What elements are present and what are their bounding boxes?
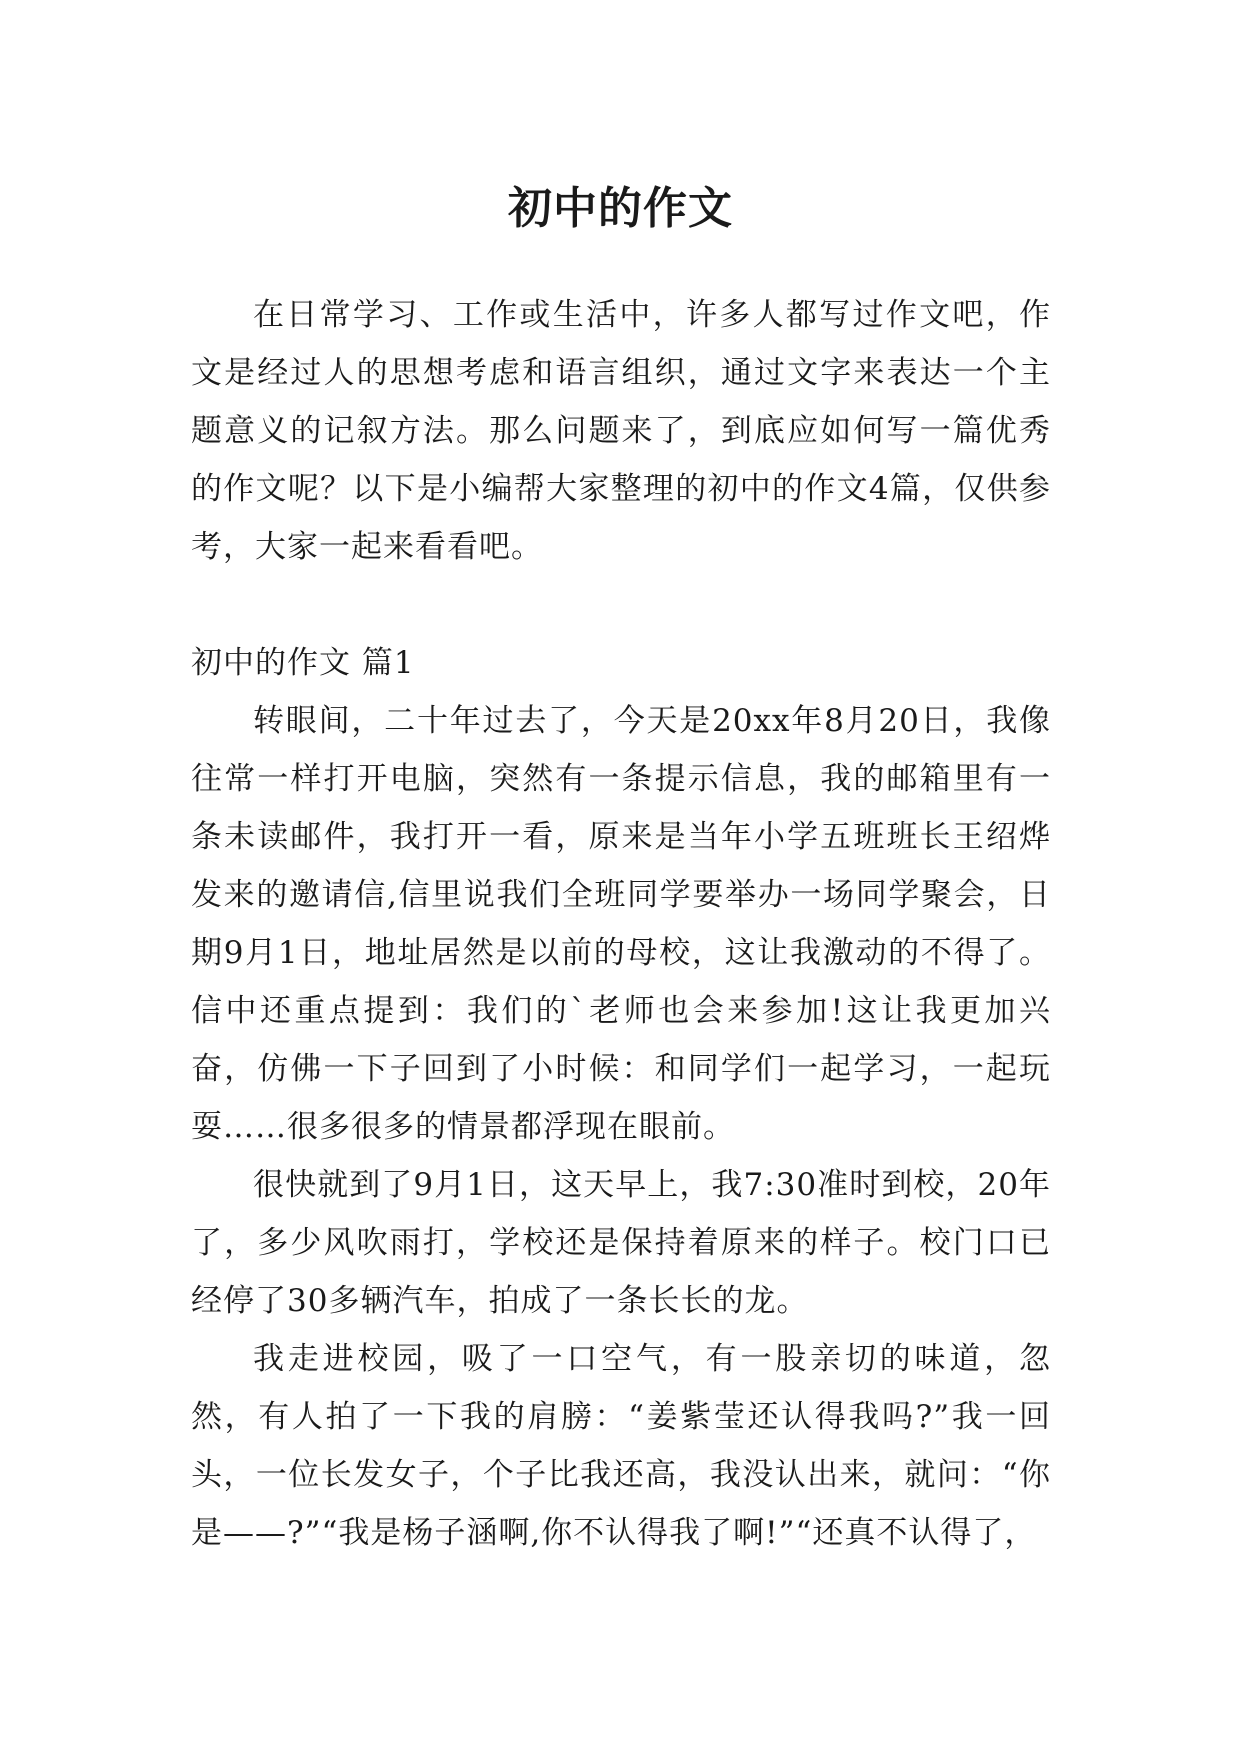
body-paragraph-3: 我走进校园，吸了一口空气，有一股亲切的味道，忽然，有人拍了一下我的肩膀：“姜紫莹还认得我吗?”我一回头，一位长发女子，个子比我还高，我没认出来，就问：“你是——?”“我是杨子涵啊,你不认得我了啊!”“还真不认得了， [191, 1341, 1051, 1551]
document-title: 初中的作文 [508, 183, 733, 235]
body-paragraph-1: 转眼间，二十年过去了，今天是20xx年8月20日，我像往常一样打开电脑，突然有一条提示信息，我的邮箱里有一条未读邮件，我打开一看，原来是当年小学五班班长王绍烨发来的邀请信,信里说我们全班同学要举办一场同学聚会，日期9月1日，地址居然是以前的母校，这让我激动的不得了。信中还重点提到：我们的`老师也会来参加!这让我更加兴奋，仿佛一下子回到了小时候：和同学们一起学习，一起玩耍……很多很多的情景都浮现在眼前。 [191, 703, 1051, 1145]
document-body [191, 286, 1051, 1562]
body-paragraph-2: 很快就到了9月1日，这天早上，我7:30准时到校，20年了，多少风吹雨打，学校还是保持着原来的样子。校门口已经停了30多辆汽车，拍成了一条长长的龙。 [191, 1167, 1051, 1319]
paragraph-spacer [191, 576, 1051, 634]
intro-paragraph: 在日常学习、工作或生活中，许多人都写过作文吧，作文是经过人的思想考虑和语言组织，通过文字来表达一个主题意义的记叙方法。那么问题来了，到底应如何写一篇优秀的作文呢？以下是小编帮大家整理的初中的作文4篇，仅供参考，大家一起来看看吧。 [191, 297, 1051, 565]
section-heading: 初中的作文 篇1 [191, 645, 415, 681]
